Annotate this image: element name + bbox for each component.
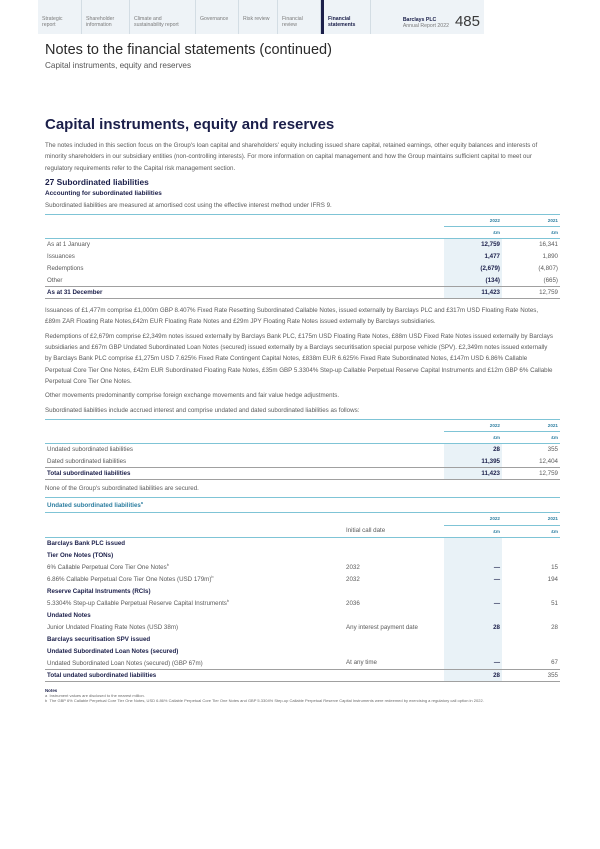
row-label: Undated Subordinated Loan Notes (secured) (GBP 67m) xyxy=(47,660,203,667)
accounting-text: Subordinated liabilities are measured at amortised cost using the effective interest method under IFRS 9. xyxy=(45,201,332,209)
value-2022: (2,679) xyxy=(444,263,502,275)
value-2021: 28 xyxy=(551,623,558,631)
call-date: 2032 xyxy=(346,563,360,571)
undated-table xyxy=(45,513,560,682)
note-b: b The GBP 6% Callable Perpetual Core Tier One Notes, USD 6.86% Callable Perpetual Core Tier One Notes and GBP 5.3304% Step-up Callable Perpetual Reserve Capital Instruments were redeemed by exercising a regulatory call option in 2022. xyxy=(45,698,484,704)
group-label: Tier One Notes (TONs) xyxy=(47,551,114,559)
total-2021: 12,759 xyxy=(502,287,560,299)
row-label: Other xyxy=(47,276,63,284)
brand-block xyxy=(403,0,484,34)
nav-financial-statements[interactable]: Financial statements xyxy=(321,0,371,34)
value-2021: 67 xyxy=(551,659,558,667)
nav-governance[interactable]: Governance xyxy=(196,0,239,34)
year-header-row xyxy=(45,215,560,227)
value-2022: 12,759 xyxy=(444,239,502,251)
total-2022: 11,423 xyxy=(444,287,502,299)
call-date: At any time xyxy=(346,659,377,667)
year-2021: 2021 xyxy=(502,419,560,431)
brand-name: Barclays PLC xyxy=(402,16,437,23)
total-2021: 355 xyxy=(502,669,560,681)
table-row xyxy=(45,573,560,585)
main-content xyxy=(45,140,558,704)
group-label: Undated Notes xyxy=(47,611,91,619)
table-row xyxy=(45,239,560,251)
row-label: Dated subordinated liabilities xyxy=(47,457,127,465)
other-paragraph: Other movements predominantly comprise foreign exchange movements and fair value hedge adjustments. xyxy=(45,392,340,400)
brand-text xyxy=(403,17,449,29)
row-label: Redemptions xyxy=(47,265,84,273)
movements-table xyxy=(45,214,560,299)
total-2022: 11,423 xyxy=(444,467,502,479)
top-navigation xyxy=(38,0,484,34)
table-row xyxy=(45,455,560,467)
value-2021: 15 xyxy=(551,563,558,571)
group-row xyxy=(45,609,560,621)
unit-2022: £m xyxy=(444,227,502,239)
table-row xyxy=(45,621,560,633)
value-2021: 16,341 xyxy=(539,241,558,249)
row-label: Issuances xyxy=(47,253,75,261)
value-2022: 28 xyxy=(444,443,502,455)
group-row xyxy=(45,549,560,561)
group-row xyxy=(45,645,560,657)
value-2022: 28 xyxy=(444,621,502,633)
value-2022: — xyxy=(444,597,502,609)
year-2021: 2021 xyxy=(502,215,560,227)
value-2021: 51 xyxy=(551,599,558,607)
call-date: 2036 xyxy=(346,599,360,607)
section-heading: Capital instruments, equity and reserves xyxy=(45,116,335,133)
table-row xyxy=(45,275,560,287)
table-row xyxy=(45,597,560,609)
value-2022: — xyxy=(444,573,502,585)
total-2021: 12,759 xyxy=(502,467,560,479)
year-header-row xyxy=(45,513,560,525)
unit-2021: £m xyxy=(502,227,560,239)
value-2021: (665) xyxy=(543,276,558,284)
notes-heading: Notes xyxy=(45,687,58,693)
unit-2022: £m xyxy=(444,431,502,443)
unit-row xyxy=(45,227,560,239)
year-2022: 2022 xyxy=(444,513,502,525)
year-2022: 2022 xyxy=(444,419,502,431)
issuances-paragraph: Issuances of £1,477m comprise £1,000m GBP 8.407% Fixed Rate Resetting Subordinated Callable Notes, issued externally by Barclays PLC and £317m USD Floating Rate Notes, £89m ZAR Floating Rate Notes,£42m EUR Floating Rate Notes and £29m JPY Floating Rate Notes issued externally by Barclays subsidiaries. xyxy=(45,307,539,326)
footnote-marker: b xyxy=(226,599,230,604)
call-date-header: Initial call date xyxy=(344,525,444,537)
value-2021: 12,404 xyxy=(539,457,558,465)
row-label: Undated subordinated liabilities xyxy=(47,446,133,454)
total-row xyxy=(45,669,560,681)
value-2022: (134) xyxy=(444,275,502,287)
group-label: Reserve Capital Instruments (RCIs) xyxy=(47,587,151,595)
call-date: 2032 xyxy=(346,575,360,583)
group-label: Barclays Bank PLC issued xyxy=(47,539,126,547)
footnote-marker: b xyxy=(211,575,214,580)
group-row xyxy=(45,537,560,549)
secured-paragraph: None of the Group's subordinated liabilities are secured. xyxy=(45,484,199,492)
value-2022: 1,477 xyxy=(444,251,502,263)
value-2022: — xyxy=(444,561,502,573)
table-row xyxy=(45,561,560,573)
year-2021: 2021 xyxy=(502,513,560,525)
unit-2021: £m xyxy=(502,431,560,443)
total-label: As at 31 December xyxy=(45,287,444,299)
total-label: Total subordinated liabilities xyxy=(45,467,444,479)
unit-row xyxy=(45,431,560,443)
value-2021: 355 xyxy=(547,446,558,454)
value-2021: 194 xyxy=(547,575,558,583)
page-title: Notes to the financial statements (continued) xyxy=(45,42,332,58)
nav-climate-sustainability[interactable]: Climate and sustainability report xyxy=(130,0,196,34)
nav-risk-review[interactable]: Risk review xyxy=(239,0,278,34)
undated-title-text: Undated subordinated liabilities xyxy=(47,502,141,510)
group-row xyxy=(45,633,560,645)
value-2022: — xyxy=(444,657,502,669)
table-row xyxy=(45,657,560,669)
year-2022: 2022 xyxy=(444,215,502,227)
value-2021: (4,807) xyxy=(538,265,558,273)
redemptions-paragraph: Redemptions of £2,679m comprise £2,349m notes issued externally by Barclays Bank PLC, £175m USD Floating Rate Notes, £88m USD Fixed Rate Notes issued externally by Barclays subsidiaries and £67m GBP Undated Subordinated Loan Notes (secured) issued externally by a Barclays securitisation special purpose vehicle (SPV). £2,349m notes issued externally by Barclays Bank PLC comprise £1,275m USD 7.625% Fixed Rate Contingent Capital Notes, £838m EUR 6.625% Fixed Rate Subordinated Notes, £147m USD 6.86% Callable Perpetual Core Tier One Notes, £42m EUR Subordinated Floating Rate Notes, £35m GBP 5.3304% Step-up Callable Perpetual Reserve Capital Instruments and £12m GBP 6% Callable Perpetual Core Tier One Notes. xyxy=(45,332,553,385)
report-name: Annual Report 2022 xyxy=(402,22,449,29)
nav-financial-review[interactable]: Financial review xyxy=(278,0,321,34)
row-label: As at 1 January xyxy=(47,241,90,249)
nav-shareholder-information[interactable]: Shareholder information xyxy=(82,0,130,34)
group-label: Undated Subordinated Loan Notes (secured) xyxy=(47,647,179,655)
page-number: 485 xyxy=(454,13,480,30)
page-subtitle: Capital instruments, equity and reserves xyxy=(45,61,192,70)
table-row xyxy=(45,443,560,455)
composition-table xyxy=(45,419,560,480)
total-label: Total undated subordinated liabilities xyxy=(45,669,344,681)
call-date: Any interest payment date xyxy=(346,623,418,631)
unit-2022: £m xyxy=(444,525,502,537)
total-row xyxy=(45,467,560,479)
total-2022: 28 xyxy=(444,669,502,681)
unit-row xyxy=(45,525,560,537)
row-label: Junior Undated Floating Rate Notes (USD 38m) xyxy=(47,624,179,632)
value-2022: 11,395 xyxy=(444,455,502,467)
value-2021: 1,890 xyxy=(542,253,558,261)
footnote-marker: a xyxy=(140,501,143,506)
notes-section xyxy=(45,688,555,704)
row-label: 6.86% Callable Perpetual Core Tier One Notes (USD 179m) xyxy=(47,576,212,584)
undated-table-title xyxy=(45,497,560,513)
total-row xyxy=(45,287,560,299)
unit-2021: £m xyxy=(502,525,560,537)
group-row xyxy=(45,585,560,597)
table-row xyxy=(45,251,560,263)
group-label: Barclays securitisation SPV issued xyxy=(47,635,151,643)
row-label: 6% Callable Perpetual Core Tier One Notes xyxy=(47,564,167,572)
note-a: a Instrument values are disclosed to the nearest million. xyxy=(45,692,145,698)
row-label: 5.3304% Step-up Callable Perpetual Reserve Capital Instruments xyxy=(47,600,227,608)
table-row xyxy=(45,263,560,275)
accounting-heading: Accounting for subordinated liabilities xyxy=(45,189,162,197)
comprise-paragraph: Subordinated liabilities include accrued interest and comprise undated and dated subordinated liabilities as follows: xyxy=(45,406,360,414)
intro-paragraph: The notes included in this section focus on the Group's loan capital and shareholders' equity including issued share capital, retained earnings, other equity balances and interests of minority shareholders in our subsidiary entities (non-controlling interests). For more information on capital management and how the Group maintains sufficient capital to meet our regulatory requirements refer to the Capital risk management section. xyxy=(45,142,538,172)
footnote-marker: b xyxy=(166,563,169,568)
year-header-row xyxy=(45,419,560,431)
nav-strategic-report[interactable]: Strategic report xyxy=(38,0,82,34)
note-heading: 27 Subordinated liabilities xyxy=(45,176,149,187)
